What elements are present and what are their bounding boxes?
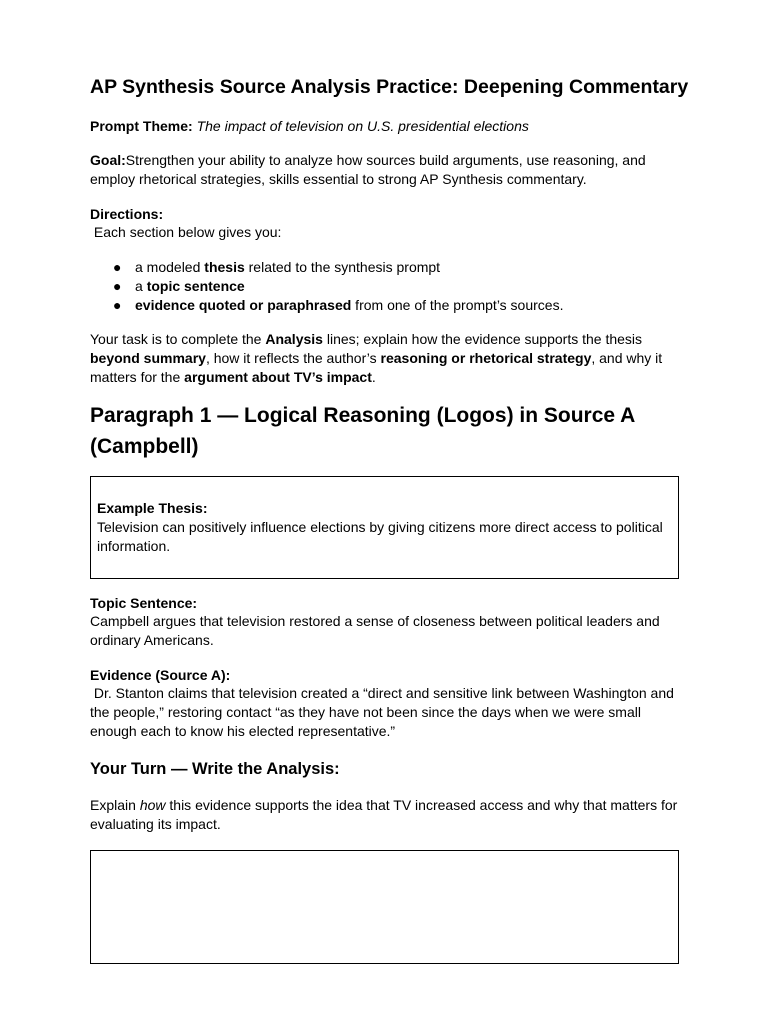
directions-label: Directions:	[90, 206, 164, 222]
analysis-answer-box[interactable]	[90, 850, 679, 964]
bullet-icon: ●	[113, 297, 122, 313]
topic-sentence-label: Topic Sentence:	[90, 595, 198, 611]
goal-label: Goal:	[90, 152, 126, 168]
analysis-instructions: Explain how this evidence supports the idea that TV increased access and why that matters for evaluating its impact.	[90, 797, 678, 832]
thesis-text: Television can positively influence elections by giving citizens more direct access to political information.	[97, 519, 663, 554]
topic-sentence-text: Campbell argues that television restored a sense of closeness between political leaders and ordinary Americans.	[90, 613, 660, 648]
directions-list	[90, 258, 563, 315]
goal-text: Strengthen your ability to analyze how sources build arguments, use reasoning, and employ rhetorical strategies, skills essential to strong AP Synthesis commentary.	[90, 152, 646, 187]
page-title: AP Synthesis Source Analysis Practice: Deepening Commentary	[90, 76, 689, 98]
example-thesis-box	[90, 476, 679, 579]
list-item: ● a topic sentence	[113, 278, 245, 294]
evidence-text: Dr. Stanton claims that television created a “direct and sensitive link between Washington and the people,” restoring contact “as they have not been since the days when we were small enough each to know his elected representative.”	[90, 685, 678, 739]
bullet-icon: ●	[113, 278, 122, 294]
prompt-theme-label: Prompt Theme:	[90, 118, 193, 134]
task-paragraph: Your task is to complete the Analysis lines; explain how the evidence supports the thesis beyond summary, how it reflects the author’s reasoning or rhetorical strategy, and why it matters for the argument about TV’s impact.	[90, 331, 663, 385]
evidence-label: Evidence (Source A):	[90, 667, 231, 683]
your-turn-heading: Your Turn — Write the Analysis:	[90, 760, 340, 778]
goal-paragraph	[90, 151, 680, 189]
bullet-icon: ●	[113, 259, 122, 275]
directions-intro: Each section below gives you:	[90, 224, 282, 240]
list-item: ● evidence quoted or paraphrased from one of the prompt’s sources.	[113, 297, 564, 313]
paragraph1-heading: Paragraph 1 — Logical Reasoning (Logos) in Source A (Campbell)	[90, 404, 635, 458]
thesis-label: Example Thesis:	[97, 500, 208, 516]
list-item: ● a modeled thesis related to the synthesis prompt	[113, 259, 441, 275]
prompt-theme	[90, 117, 680, 136]
prompt-theme-text: The impact of television on U.S. presidential elections	[196, 118, 529, 134]
